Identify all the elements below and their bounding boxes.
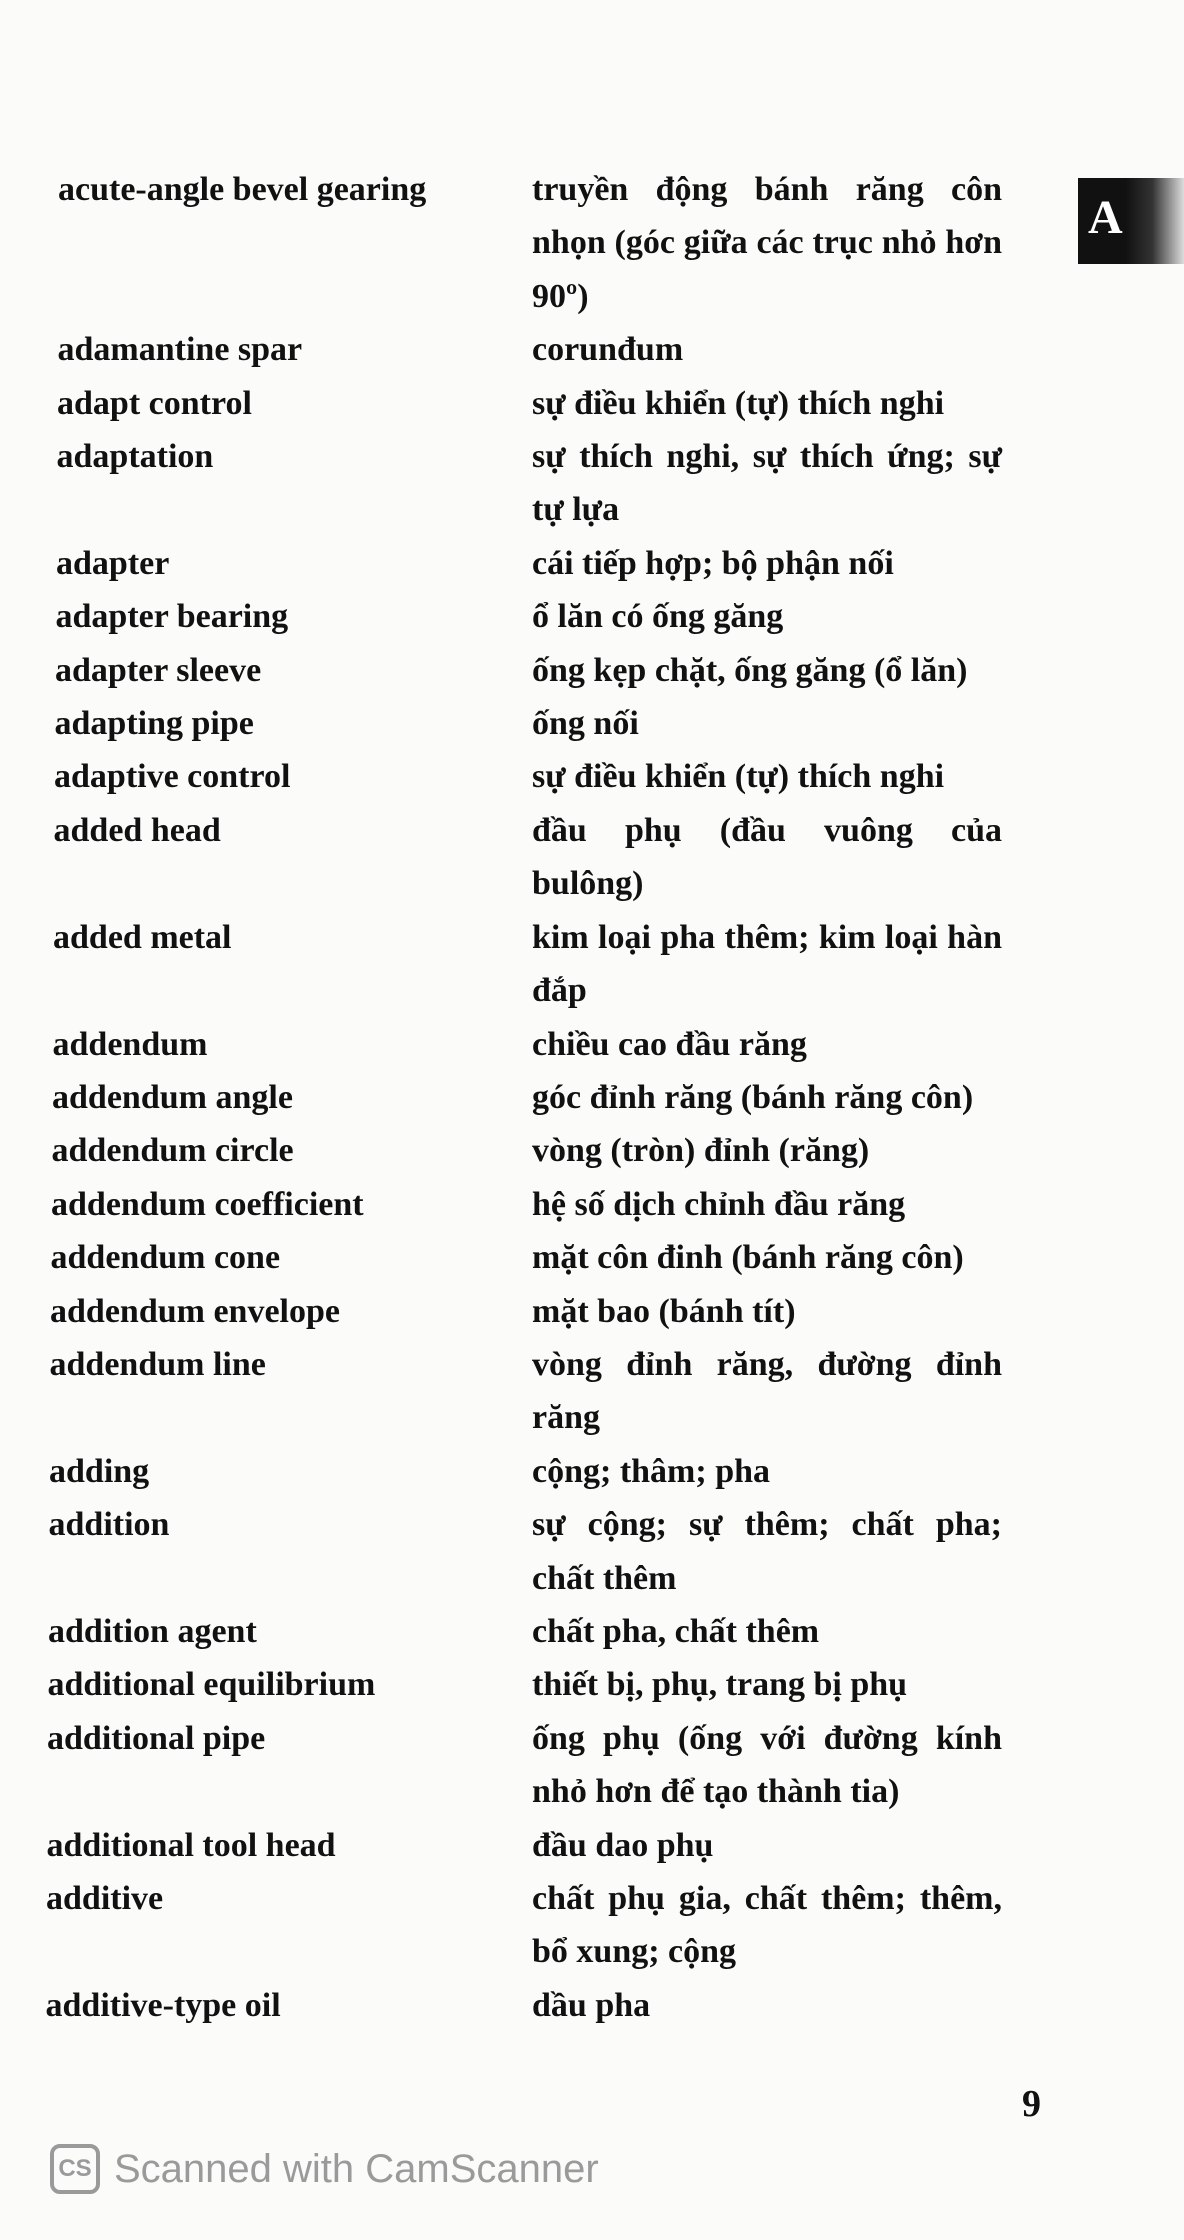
entry-definition: sự cộng; sự thêm; chất pha; chất thêm [532, 1506, 1002, 1597]
dictionary-entry [0, 430, 1184, 537]
dictionary-entry [0, 1658, 1184, 1711]
entry-definition: mặt côn đinh (bánh răng côn) [532, 1239, 964, 1277]
entry-term: additional equilibrium [47, 1666, 376, 1704]
entry-term: additive-type oil [45, 1986, 281, 2024]
watermark-text: Scanned with CamScanner [114, 2146, 599, 2191]
dictionary-entry [0, 750, 1184, 803]
entry-term: adapter sleeve [55, 651, 262, 689]
entry-term: adapt control [57, 384, 252, 422]
page-number: 9 [1022, 2083, 1041, 2125]
entry-term: adaptive control [54, 758, 291, 796]
dictionary-entry [0, 1071, 1184, 1124]
entry-term: addition [48, 1506, 170, 1544]
entry-term: addendum coefficient [51, 1185, 364, 1223]
entry-term: adapter bearing [55, 598, 289, 636]
entry-term: additive [46, 1880, 164, 1917]
entry-term: addendum line [49, 1345, 266, 1383]
dictionary-entry [0, 1872, 1184, 1979]
section-letter: A [1088, 191, 1123, 244]
entry-definition: cộng; thâm; pha [532, 1452, 771, 1490]
camscanner-watermark [50, 2144, 599, 2194]
entry-definition: dầu pha [532, 1986, 651, 2024]
entry-term: addition agent [48, 1612, 257, 1650]
dictionary-entry [0, 911, 1184, 1018]
dictionary-entry [0, 590, 1184, 643]
entry-term: additional tool head [46, 1826, 336, 1864]
entry-definition: sự điều khiển (tự) thích nghi [532, 758, 945, 796]
entry-term: acute-angle bevel gearing [58, 171, 427, 208]
dictionary-entry [0, 1712, 1184, 1819]
dictionary-entry [0, 1605, 1184, 1658]
dictionary-entry [0, 1285, 1184, 1338]
entry-definition: vòng đỉnh răng, đường đỉnh răng [532, 1345, 1002, 1437]
entry-term: added head [53, 811, 221, 849]
entry-term: addendum cone [50, 1239, 281, 1277]
entry-term: adaptation [56, 438, 214, 476]
camscanner-logo-icon: CS [50, 2144, 100, 2194]
dictionary-entry [0, 644, 1184, 697]
dictionary-entry [0, 1231, 1184, 1284]
dictionary-entry [0, 1979, 1184, 2032]
dictionary-entries [0, 163, 1184, 2032]
dictionary-entry [0, 697, 1184, 750]
dictionary-entry [0, 1124, 1184, 1177]
dictionary-entry [0, 1338, 1184, 1445]
entry-term: adamantine spar [57, 331, 303, 369]
entry-definition: ống phụ (ống với đường kính nhỏ hơn để tạo thành tia) [532, 1719, 1002, 1811]
entry-term: added metal [53, 918, 232, 956]
entry-term: addendum angle [52, 1078, 293, 1116]
entry-definition: ống kẹp chặt, ống găng (ổ lăn) [532, 651, 968, 689]
dictionary-entry [0, 1498, 1184, 1605]
entry-definition: ổ lăn có ống găng [532, 598, 784, 636]
entry-definition: sự thích nghi, sự thích ứng; sự tự lựa [532, 438, 1002, 529]
entry-term: addendum circle [51, 1132, 294, 1170]
entry-definition: chất pha, chất thêm [532, 1612, 820, 1650]
dictionary-entry [0, 163, 1184, 323]
entry-definition: sự điều khiển (tự) thích nghi [532, 384, 945, 422]
entry-definition: vòng (tròn) đỉnh (răng) [532, 1132, 870, 1170]
entry-definition: hệ số dịch chỉnh đầu răng [532, 1185, 906, 1223]
entry-definition: kim loại pha thêm; kim loại hàn đắp [532, 918, 1002, 1010]
dictionary-entry [0, 1445, 1184, 1498]
dictionary-entry [0, 1018, 1184, 1071]
entry-term: adapting pipe [54, 705, 254, 743]
entry-definition: cái tiếp hợp; bộ phận nối [532, 544, 894, 582]
entry-definition: góc đỉnh răng (bánh răng côn) [532, 1078, 974, 1116]
dictionary-entry [0, 377, 1184, 430]
entry-definition: đầu phụ (đầu vuông của bulông) [532, 811, 1002, 903]
dictionary-entry [0, 1178, 1184, 1231]
entry-definition: mặt bao (bánh tít) [532, 1292, 796, 1330]
entry-definition: chất phụ gia, chất thêm; thêm, bổ xung; cộng [532, 1880, 1002, 1971]
entry-definition: chiều cao đầu răng [532, 1025, 807, 1063]
dictionary-entry [0, 804, 1184, 911]
entry-term: additional pipe [47, 1719, 266, 1757]
dictionary-entry [0, 537, 1184, 590]
dictionary-entry [0, 1819, 1184, 1872]
entry-definition: ống nối [532, 705, 639, 743]
entry-definition: thiết bị, phụ, trang bị phụ [532, 1666, 908, 1704]
entry-definition: corunđum [532, 331, 684, 369]
entry-definition: truyền động bánh răng côn nhọn (góc giữa các trục nhỏ hơn 90º) [532, 171, 1002, 315]
dictionary-entry [0, 323, 1184, 376]
entry-term: addendum envelope [50, 1292, 340, 1330]
entry-term: adapter [56, 544, 170, 582]
entry-term: adding [49, 1452, 150, 1490]
entry-definition: đầu dao phụ [532, 1826, 714, 1864]
entry-term: addendum [52, 1025, 208, 1063]
